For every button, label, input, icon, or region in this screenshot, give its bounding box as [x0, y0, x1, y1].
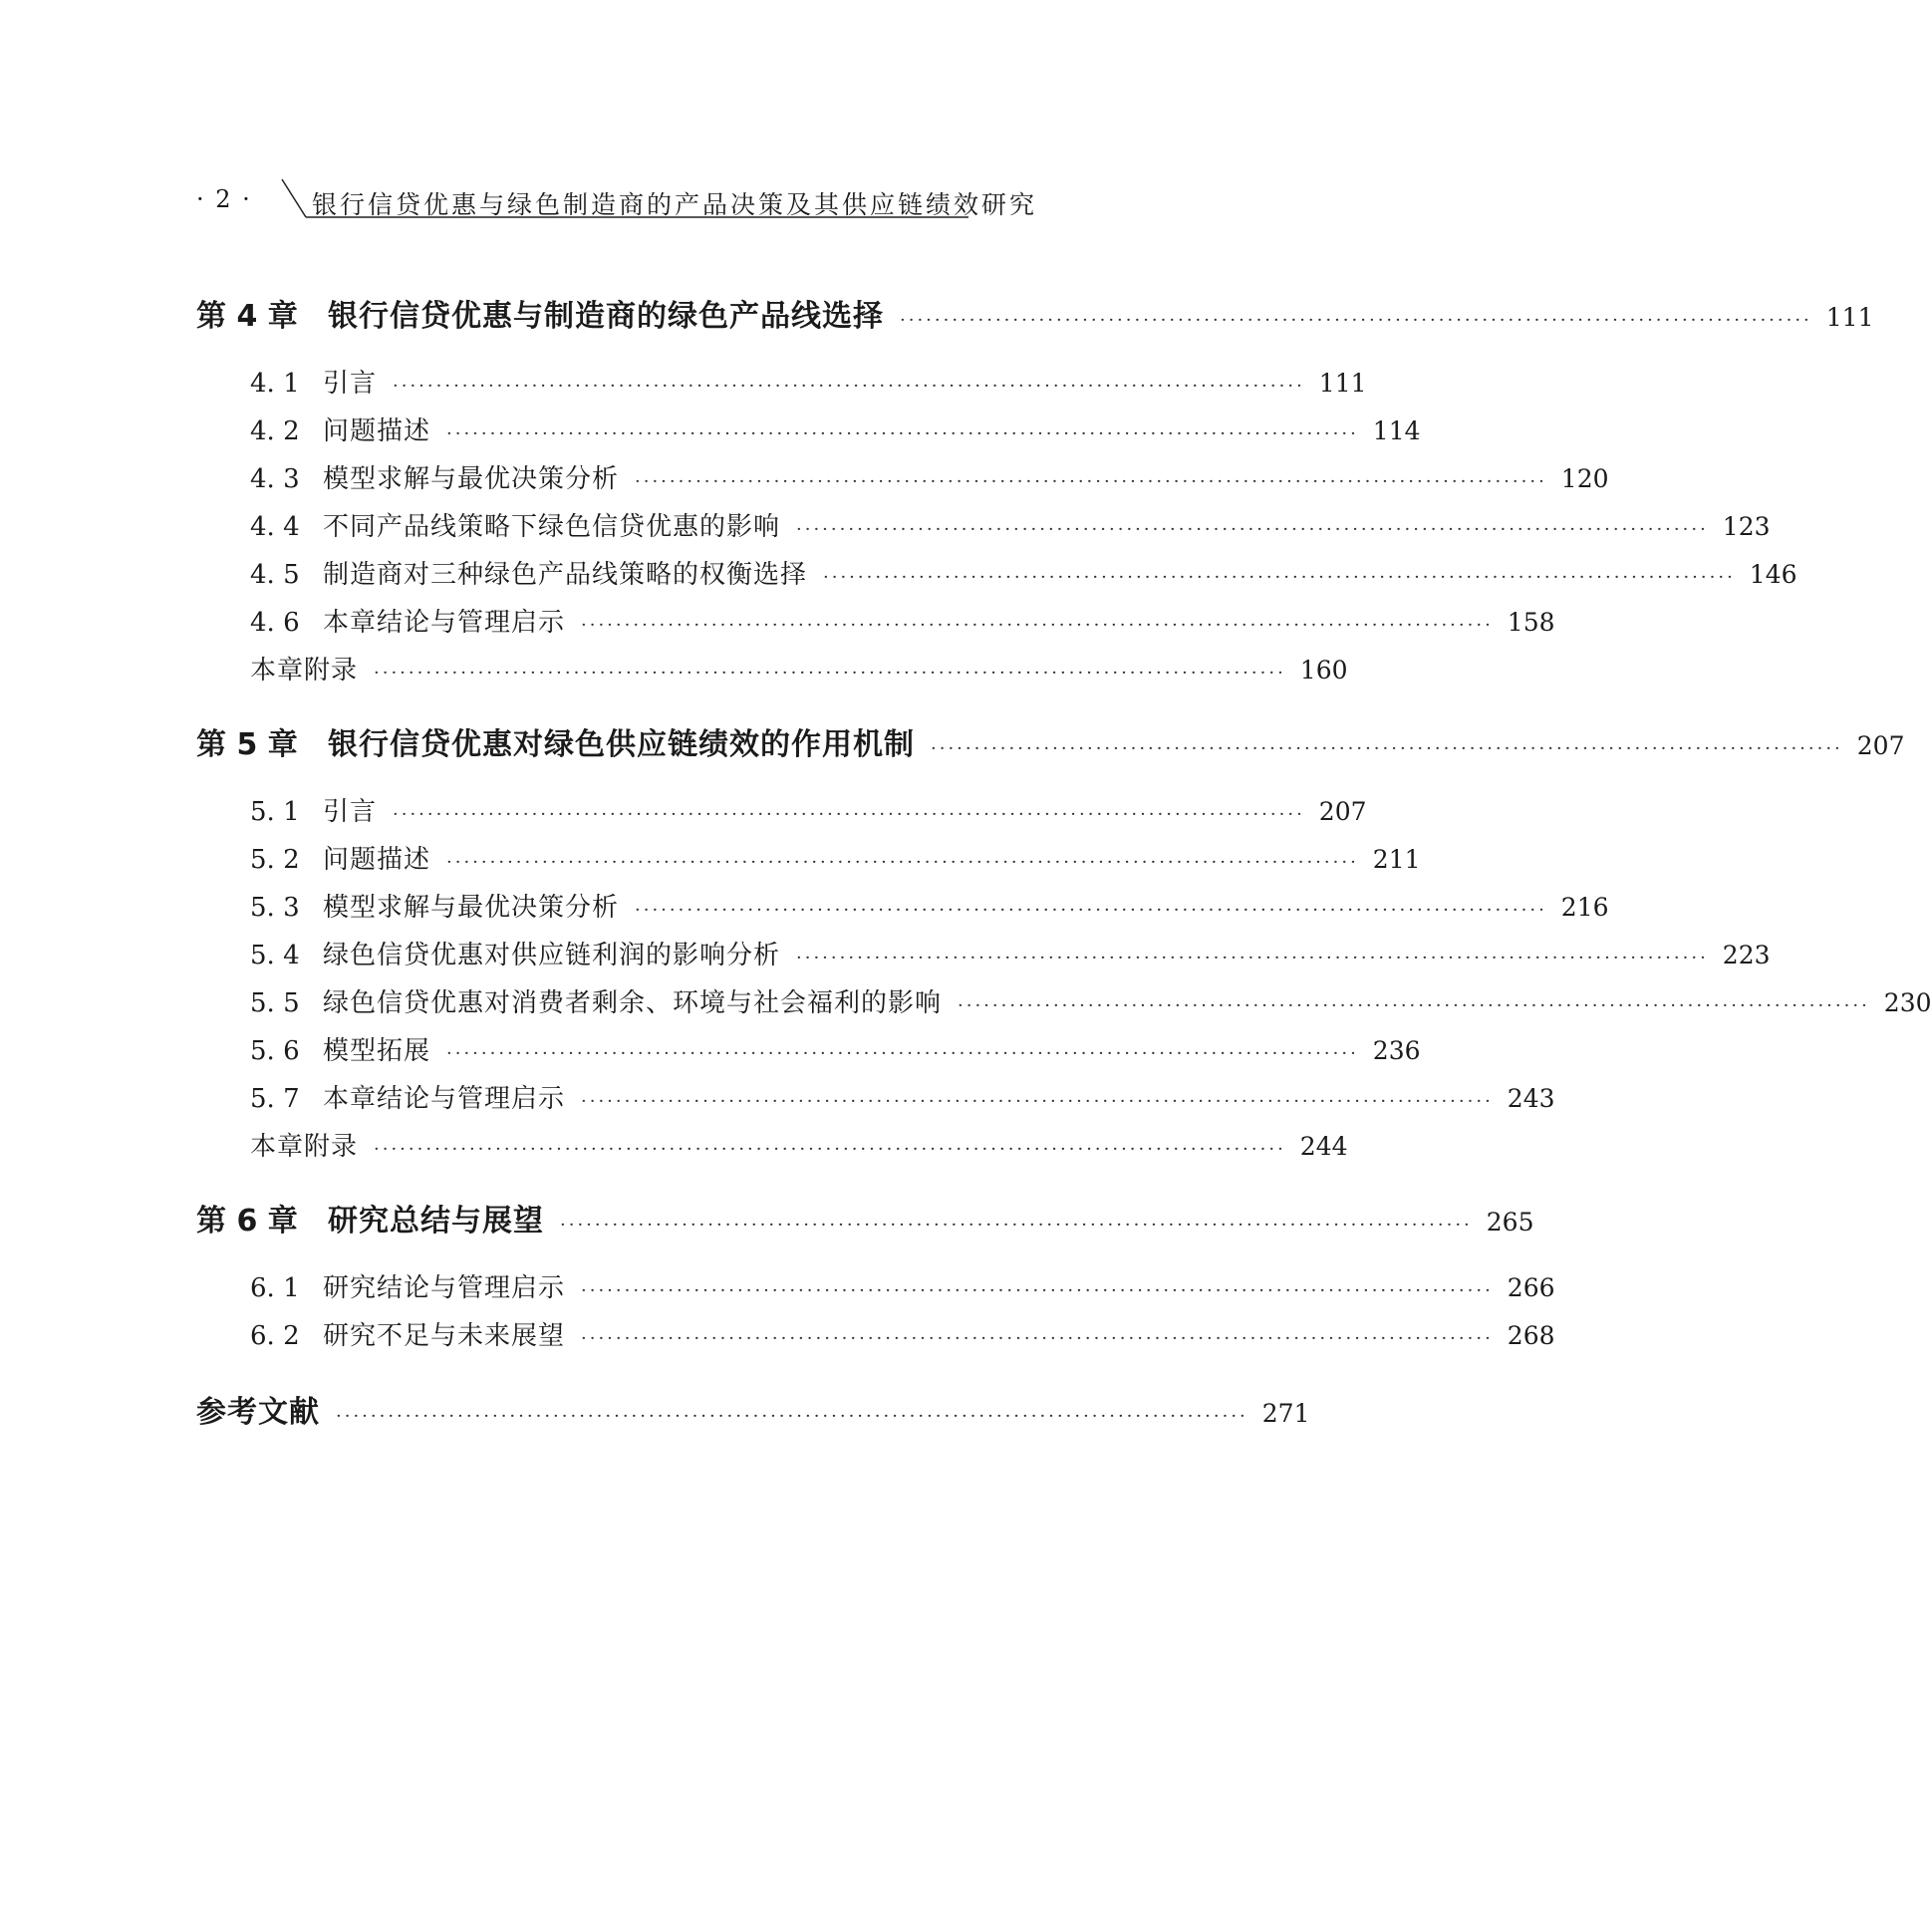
toc-section[interactable] [250, 1030, 1421, 1067]
section-title: 问题描述 [323, 416, 431, 446]
page-number: 146 [1749, 560, 1797, 589]
dot-leader: ········································································································· [931, 738, 1843, 759]
section-number: 4. 5 [250, 560, 300, 590]
toc-chapter-5[interactable] [196, 719, 1905, 763]
chapter-number: 第 4 章 [196, 299, 298, 334]
toc-section[interactable] [250, 1267, 1555, 1304]
page-number: 266 [1507, 1273, 1555, 1302]
page-number: 268 [1507, 1321, 1555, 1350]
section-title: 本章结论与管理启示 [323, 1084, 566, 1114]
dot-leader: ········································································································· [635, 900, 1547, 921]
page-number: 244 [1299, 1132, 1348, 1161]
page-number: 123 [1722, 512, 1771, 541]
toc-section[interactable] [250, 554, 1797, 591]
dot-leader: ········································································································· [446, 423, 1359, 444]
dot-leader: ········································································································· [796, 519, 1709, 540]
page-number: 265 [1486, 1208, 1534, 1237]
section-title: 不同产品线策略下绿色信贷优惠的影响 [323, 512, 781, 542]
page-number: 236 [1372, 1036, 1421, 1065]
section-number: 5. 6 [250, 1036, 300, 1066]
toc-section[interactable] [250, 602, 1555, 639]
toc-appendix[interactable] [250, 650, 1348, 687]
chapter-number: 第 6 章 [196, 1204, 298, 1239]
dot-leader: ········································································································· [336, 1406, 1248, 1427]
toc-appendix[interactable] [250, 1126, 1348, 1163]
dot-leader: ········································································································· [581, 1091, 1494, 1112]
section-number: 6. 2 [250, 1321, 300, 1351]
dot-leader: ········································································································· [796, 948, 1709, 968]
section-number: 4. 2 [250, 416, 300, 446]
chapter-title: 研究总结与展望 [328, 1204, 544, 1239]
dot-leader: ········································································································· [581, 1328, 1494, 1349]
section-number: 5. 5 [250, 988, 300, 1018]
page-number: 216 [1560, 893, 1609, 922]
page-number: 207 [1856, 731, 1905, 760]
chapter-number: 第 5 章 [196, 727, 298, 762]
toc-section[interactable] [250, 363, 1367, 400]
section-title: 本章结论与管理启示 [323, 608, 566, 638]
dot-leader: ········································································································· [374, 1139, 1286, 1160]
section-title: 引言 [323, 369, 378, 399]
dot-leader: ········································································································· [635, 471, 1547, 492]
section-number: 5. 4 [250, 941, 300, 970]
references-title: 参考文献 [196, 1395, 320, 1430]
page-number: 230 [1883, 988, 1932, 1017]
page-number: 207 [1318, 797, 1367, 826]
dot-leader: ········································································································· [393, 376, 1305, 397]
section-title: 引言 [323, 797, 378, 827]
section-number: 4. 4 [250, 512, 300, 542]
dot-leader: ········································································································· [446, 852, 1359, 873]
section-number: 4. 3 [250, 464, 300, 494]
toc-section[interactable] [250, 791, 1367, 828]
toc-section[interactable] [250, 458, 1609, 495]
section-number: 4. 1 [250, 369, 300, 399]
page-number: 111 [1318, 369, 1367, 398]
dot-leader: ········································································································· [958, 995, 1870, 1016]
section-number: 5. 7 [250, 1084, 300, 1114]
section-number: 5. 2 [250, 845, 300, 875]
toc-references[interactable] [196, 1387, 1310, 1431]
page-number: 211 [1372, 845, 1421, 874]
section-title: 模型求解与最优决策分析 [323, 893, 620, 923]
toc-section[interactable] [250, 935, 1771, 971]
toc-section[interactable] [250, 839, 1421, 876]
page-number: 111 [1825, 303, 1874, 332]
section-number: 4. 6 [250, 608, 300, 638]
page-number: 223 [1722, 941, 1771, 969]
toc-section[interactable] [250, 1078, 1555, 1115]
page-number: 114 [1372, 416, 1421, 445]
section-number: 5. 3 [250, 893, 300, 923]
toc-section[interactable] [250, 1315, 1555, 1352]
section-title: 绿色信贷优惠对供应链利润的影响分析 [323, 941, 781, 970]
header-book-title: 银行信贷优惠与绿色制造商的产品决策及其供应链绩效研究 [312, 190, 1038, 219]
toc-chapter-4[interactable] [196, 291, 1874, 335]
section-title: 模型求解与最优决策分析 [323, 464, 620, 494]
dot-leader: ········································································································· [581, 615, 1494, 636]
section-title: 问题描述 [323, 845, 431, 875]
section-title: 制造商对三种绿色产品线策略的权衡选择 [323, 560, 808, 590]
section-number: 6. 1 [250, 1273, 300, 1303]
section-title: 研究结论与管理启示 [323, 1273, 566, 1303]
chapter-title: 银行信贷优惠与制造商的绿色产品线选择 [328, 299, 884, 334]
toc-section[interactable] [250, 506, 1771, 543]
appendix-title: 本章附录 [250, 1132, 359, 1162]
section-title: 模型拓展 [323, 1036, 431, 1066]
page-number: 158 [1507, 608, 1555, 637]
section-title: 绿色信贷优惠对消费者剩余、环境与社会福利的影响 [323, 988, 943, 1018]
dot-leader: ········································································································· [900, 310, 1812, 331]
toc-section[interactable] [250, 982, 1932, 1019]
dot-leader: ········································································································· [581, 1280, 1494, 1301]
page-number: 271 [1261, 1399, 1310, 1428]
page-number: 160 [1299, 656, 1348, 685]
toc-section[interactable] [250, 411, 1421, 447]
page-number: 120 [1560, 464, 1609, 493]
dot-leader: ········································································································· [823, 567, 1736, 588]
dot-leader: ········································································································· [374, 663, 1286, 684]
header-page-number: · 2 · [196, 185, 252, 213]
section-number: 5. 1 [250, 797, 300, 827]
dot-leader: ········································································································· [393, 804, 1305, 825]
toc-chapter-6[interactable] [196, 1196, 1534, 1240]
dot-leader: ········································································································· [560, 1215, 1473, 1236]
toc-section[interactable] [250, 887, 1609, 924]
appendix-title: 本章附录 [250, 656, 359, 686]
dot-leader: ········································································································· [446, 1043, 1359, 1064]
chapter-title: 银行信贷优惠对绿色供应链绩效的作用机制 [328, 727, 915, 762]
page-number: 243 [1507, 1084, 1555, 1113]
section-title: 研究不足与未来展望 [323, 1321, 566, 1351]
